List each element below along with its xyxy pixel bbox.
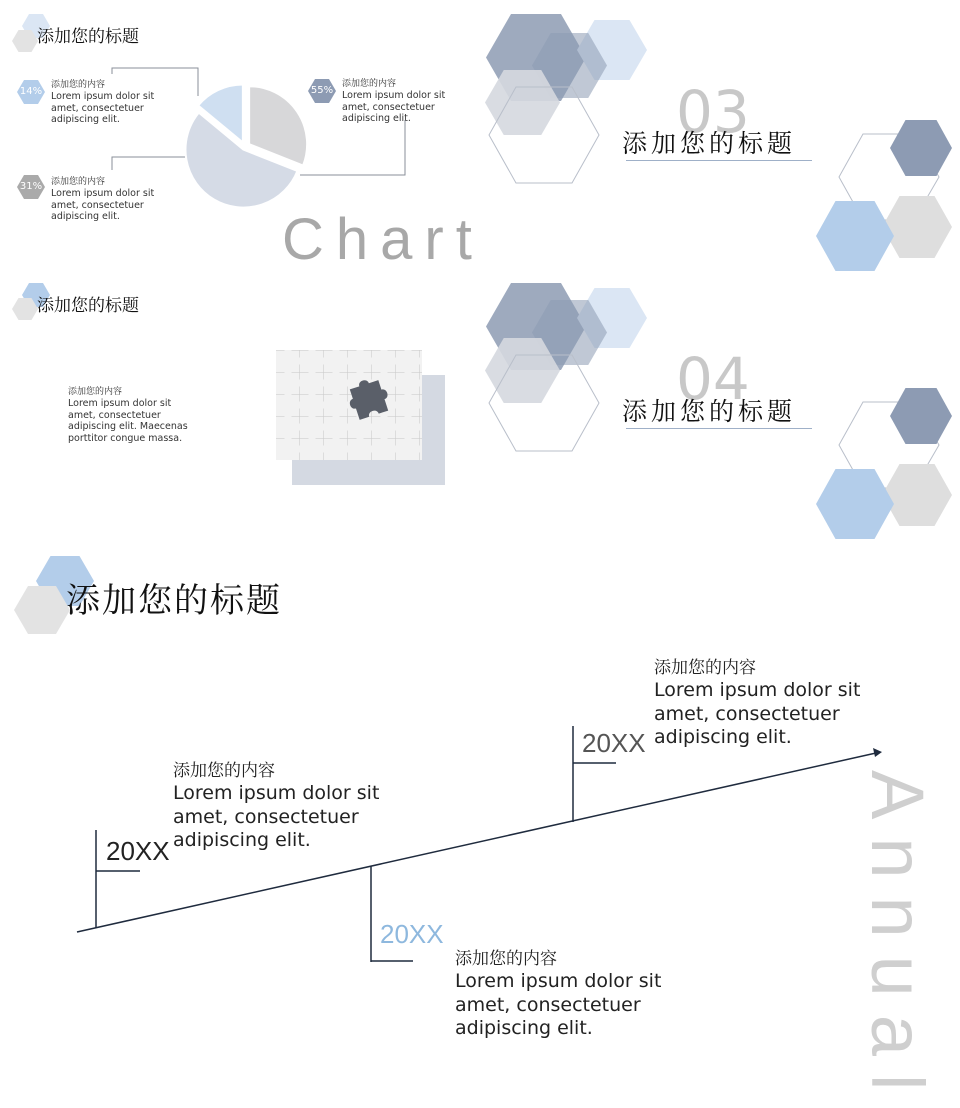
puzzle-panel-title: 添加您的标题 [37,296,139,316]
chart-item-heading: 添加您的内容 [51,80,106,90]
timeline-entry [455,948,665,1041]
pct-label-14: 14% [19,86,43,97]
timeline-entry [654,657,864,750]
section-title: 添加您的标题 [622,129,797,158]
puzzle-body: Lorem ipsum dolor sit amet, consectetuer adipiscing elit. Maecenas porttitor congue massa. [68,398,188,444]
chart-panel-title: 添加您的标题 [37,27,139,47]
timeline-entry-heading: 添加您的内容 [654,658,756,678]
section-number: 03 [676,78,750,146]
chart-word: Chart [282,207,484,272]
chart-item-body: Lorem ipsum dolor sit amet, consectetuer adipiscing elit. [51,91,155,125]
timeline-entry-heading: 添加您的内容 [173,761,275,781]
timeline-year: 20XX [380,919,444,949]
timeline-entry-body: Lorem ipsum dolor sit amet, consectetuer adipiscing elit. [173,782,380,851]
section-title: 添加您的标题 [622,397,797,426]
timeline-year: 20XX [582,728,646,758]
pct-label-55: 55% [310,85,334,96]
timeline-entry-body: Lorem ipsum dolor sit amet, consectetuer adipiscing elit. [455,970,662,1039]
timeline-entry [173,760,383,853]
section-number: 04 [676,345,750,413]
chart-item-body: Lorem ipsum dolor sit amet, consectetuer adipiscing elit. [342,90,446,124]
timeline-entry-body: Lorem ipsum dolor sit amet, consectetuer adipiscing elit. [654,679,861,748]
chart-item-heading: 添加您的内容 [342,79,397,89]
puzzle-heading: 添加您的内容 [68,387,123,397]
chart-item-body: Lorem ipsum dolor sit amet, consectetuer adipiscing elit. [51,188,155,222]
annual-word: Annual [856,770,939,1108]
timeline-entry-heading: 添加您的内容 [455,949,557,969]
pct-label-31: 31% [19,181,43,192]
timeline-year: 20XX [106,836,170,866]
timeline-title: 添加您的标题 [66,581,282,621]
chart-item-heading: 添加您的内容 [51,177,106,187]
